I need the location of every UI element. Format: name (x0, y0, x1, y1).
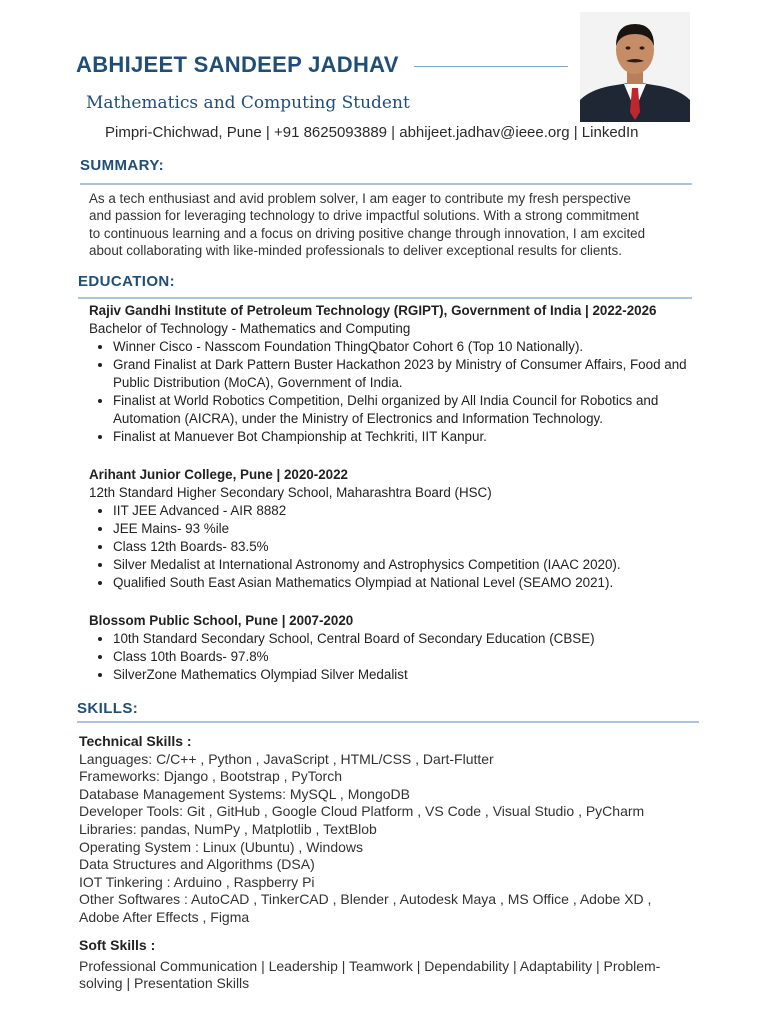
summary-text (89, 190, 693, 259)
list-item: • Silver Medalist at International Astronomy and Astrophysics Competition (IAAC 2020). (113, 556, 699, 574)
list-item: • IIT JEE Advanced - AIR 8882 (113, 502, 699, 520)
list-item: • 10th Standard Secondary School, Central Board of Secondary Education (CBSE) (113, 630, 699, 648)
skill-line: Developer Tools: Git , GitHub , Google Cloud Platform , VS Code , Visual Studio , PyCharm (79, 803, 645, 820)
soft-skills-label: Soft Skills : (79, 937, 156, 953)
education-title: EDUCATION: (78, 273, 176, 290)
skill-line: Other Softwares : AutoCAD , TinkerCAD , Blender , Autodesk Maya , MS Office , Adobe XD , (79, 891, 652, 908)
soft-skill-line: Professional Communication | Leadership | Teamwork | Dependability | Adaptability | Problem- (79, 957, 661, 974)
education-heading: Rajiv Gandhi Institute of Petroleum Technology (RGIPT), Government of India | 2022-2026 (89, 303, 657, 318)
education-bullets (89, 630, 699, 684)
education-entry-arihant (89, 466, 699, 592)
education-degree: Bachelor of Technology - Mathematics and Computing (89, 321, 411, 336)
education-rule (78, 297, 692, 299)
list-item: • JEE Mains- 93 %ile (113, 520, 699, 538)
list-item: • Finalist at Manuever Bot Championship at Techkriti, IIT Kanpur. (113, 428, 699, 446)
summary-line: and passion for leveraging technology to drive impactful solutions. With a strong commitment (89, 208, 640, 224)
summary-line: to continuous learning and a focus on driving positive change through innovation, I am excited (89, 225, 646, 241)
technical-skills-label: Technical Skills : (79, 733, 192, 749)
name-underline-rule (414, 66, 568, 67)
education-bullets (89, 338, 699, 446)
skill-line: Libraries: pandas, NumPy , Matplotlib , TextBlob (79, 820, 377, 837)
profile-photo (580, 12, 690, 122)
skills-rule (77, 721, 699, 723)
education-degree: 12th Standard Higher Secondary School, Maharashtra Board (HSC) (89, 485, 492, 500)
skill-line: Frameworks: Django , Bootstrap , PyTorch (79, 768, 342, 785)
education-entry-blossom (89, 612, 699, 684)
list-item: • Class 12th Boards- 83.5% (113, 538, 699, 556)
soft-skill-line: solving | Presentation Skills (79, 975, 250, 992)
skill-line: Database Management Systems: MySQL , MongoDB (79, 785, 410, 802)
list-item: • SilverZone Mathematics Olympiad Silver Medalist (113, 666, 699, 684)
list-item: • Winner Cisco - Nasscom Foundation ThingQbator Cohort 6 (Top 10 Nationally). (113, 338, 699, 356)
summary-title: SUMMARY: (80, 157, 165, 174)
technical-skills (79, 733, 699, 927)
soft-skills (79, 937, 699, 993)
summary-line: As a tech enthusiast and avid problem solver, I am eager to contribute my fresh perspective (89, 191, 631, 206)
candidate-subtitle: Mathematics and Computing Student (86, 93, 410, 113)
list-item: • Qualified South East Asian Mathematics Olympiad at National Level (SEAMO 2021). (113, 574, 699, 592)
summary-rule (80, 183, 692, 185)
education-entry-rgipt (89, 302, 699, 446)
list-item: • Grand Finalist at Dark Pattern Buster Hackathon 2023 by Ministry of Consumer Affairs, Food and Public Distribution (MoCA), Government of India. (113, 356, 699, 392)
candidate-name: ABHIJEET SANDEEP JADHAV (76, 52, 399, 77)
skill-line: IOT Tinkering : Arduino , Raspberry Pi (79, 873, 315, 890)
skill-line: Adobe After Effects , Figma (79, 908, 250, 925)
contact-line: Pimpri-Chichwad, Pune | +91 8625093889 | abhijeet.jadhav@ieee.org | LinkedIn (105, 124, 639, 141)
list-item: • Class 10th Boards- 97.8% (113, 648, 699, 666)
list-item: • Finalist at World Robotics Competition, Delhi organized by All India Council for Robotics and Automation (AICRA), under the Ministry of Electronics and Information Technology. (113, 392, 699, 428)
education-bullets (89, 502, 699, 592)
education-heading: Arihant Junior College, Pune | 2020-2022 (89, 467, 348, 482)
skills-title: SKILLS: (77, 700, 139, 717)
education-heading: Blossom Public School, Pune | 2007-2020 (89, 613, 354, 628)
skill-line: Operating System : Linux (Ubuntu) , Windows (79, 838, 364, 855)
skill-line: Languages: C/C++ , Python , JavaScript , HTML/CSS , Dart-Flutter (79, 750, 494, 767)
summary-line: about collaborating with like-minded professionals to deliver exceptional results for clients. (89, 242, 622, 258)
skill-line: Data Structures and Algorithms (DSA) (79, 856, 315, 873)
